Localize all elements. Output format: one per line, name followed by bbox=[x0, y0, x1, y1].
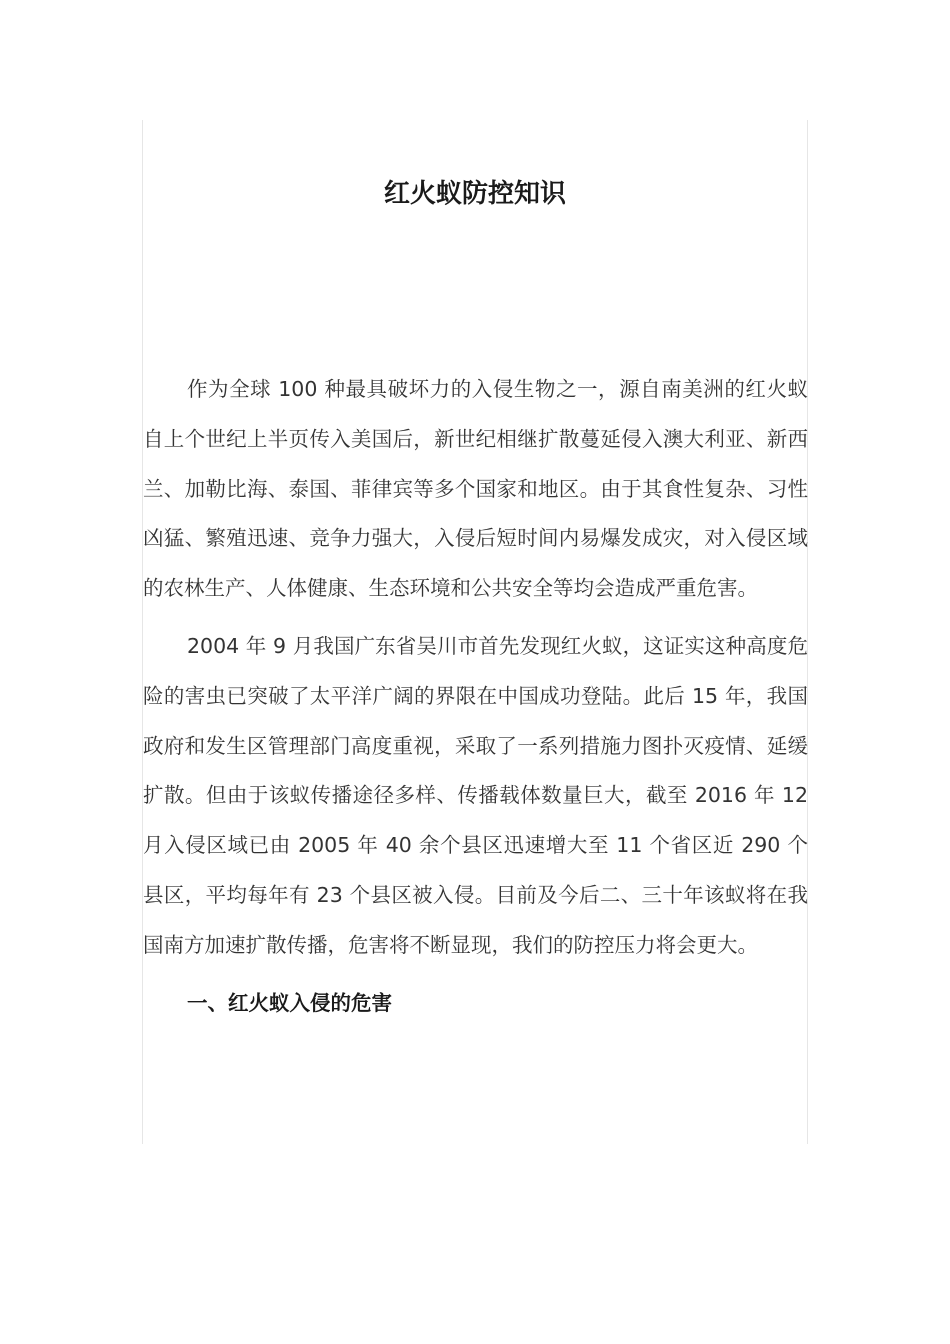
section-heading: 一、红火蚁入侵的危害 bbox=[187, 990, 392, 1015]
paragraph-history: 2004 年 9 月我国广东省吴川市首先发现红火蚁，这证实这种高度危险的害虫已突破了太平洋广阔的界限在中国成功登陆。此后 15 年，我国政府和发生区管理部门高度重视，采取了一系列措施力图扑灭疫情、延缓扩散。但由于该蚁传播途径多样、传播载体数量巨大，截至 2016 年 12 月入侵区域已由 2005 年 40 余个县区迅速增大至 11 个省区近 290 个县区，平均每年有 23 个县区被入侵。目前及今后二、三十年该蚁将在我国南方加速扩散传播，危害将不断显现，我们的防控压力将会更大。 bbox=[143, 633, 808, 957]
document-body bbox=[143, 365, 808, 1028]
paragraph-intro: 作为全球 100 种最具破坏力的入侵生物之一，源自南美洲的红火蚁自上个世纪上半页传入美国后，新世纪相继扩散蔓延侵入澳大利亚、新西兰、加勒比海、泰国、菲律宾等多个国家和地区。由于其食性复杂、习性凶猛、繁殖迅速、竞争力强大，入侵后短时间内易爆发成灾，对入侵区域的农林生产、人体健康、生态环境和公共安全等均会造成严重危害。 bbox=[143, 377, 808, 601]
document-title: 红火蚁防控知识 bbox=[383, 179, 566, 209]
